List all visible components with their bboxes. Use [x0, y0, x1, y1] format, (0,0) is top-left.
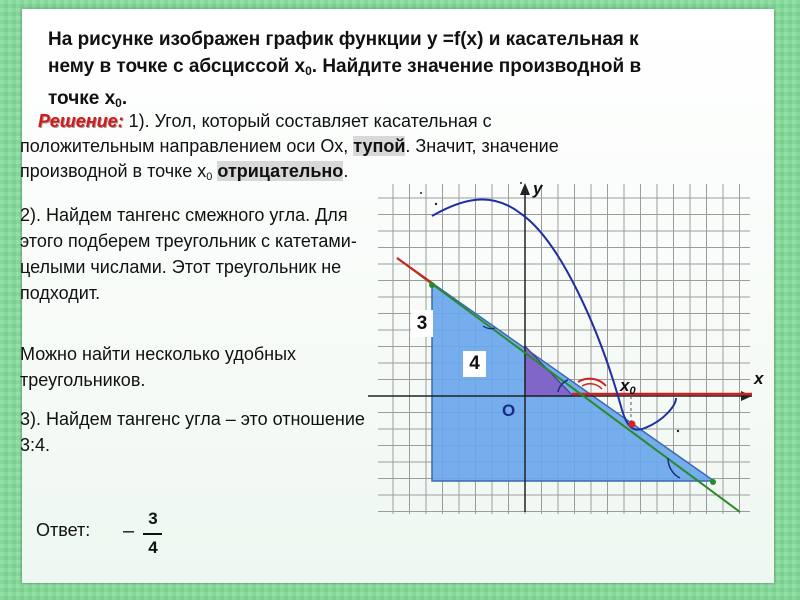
obtuse-highlight: тупой: [353, 136, 406, 156]
y-axis-label: y: [533, 179, 543, 198]
header-line-3: точке $x_0$.: [48, 88, 128, 110]
leg-label-vertical: 3: [411, 310, 433, 337]
header-line-2: нему в точке с абсциссой $x_0$. Найдите значение производной в: [48, 56, 642, 78]
x-axis-label: x: [754, 369, 764, 388]
answer-denominator: 4: [148, 538, 158, 557]
solution-heading: Решение:: [38, 111, 124, 131]
large-triangle: [432, 283, 714, 481]
origin-label: O: [502, 401, 516, 420]
answer-label: Ответ:: [36, 520, 91, 540]
y-axis-arrow-icon: [520, 183, 530, 195]
dot-marker: [520, 182, 522, 184]
step2-text: 2). Найдем тангенс смежного угла. Для этого подберем треугольник с катетами-целыми числами. Этот треугольник не подходит.: [20, 205, 357, 303]
answer-sign: –: [123, 520, 135, 542]
leg-label-horizontal: 4: [463, 351, 486, 377]
header-line-1: На рисунке изображен график функции y =f(x) и касательная к: [48, 29, 639, 50]
step2-note: Можно найти несколько удобных треугольников.: [20, 344, 297, 390]
negative-highlight: отрицательно: [217, 161, 344, 181]
tangency-point: [629, 421, 636, 428]
dot-marker: [435, 203, 437, 205]
obtuse-angle-arc-inner: [582, 384, 602, 389]
x0-label: x0: [620, 376, 636, 397]
tangent-line-highlight: [397, 258, 432, 283]
step1-text-a: 1). Угол, который составляет касательная с: [123, 111, 492, 131]
triangle-vertex-top: [429, 282, 435, 288]
dot-marker: [677, 430, 679, 432]
triangle-vertex-bottom: [710, 479, 716, 485]
dot-marker: [420, 192, 422, 194]
step1-text: положительным направлением оси Ох, тупой. Значит, значение производной в точке х0 отрицательно.: [20, 136, 559, 183]
x-axis-arrow-icon: [741, 391, 752, 401]
answer-numerator: 3: [148, 509, 158, 528]
step3-text: 3). Найдем тангенс угла – это отношение 3:4.: [20, 409, 365, 455]
